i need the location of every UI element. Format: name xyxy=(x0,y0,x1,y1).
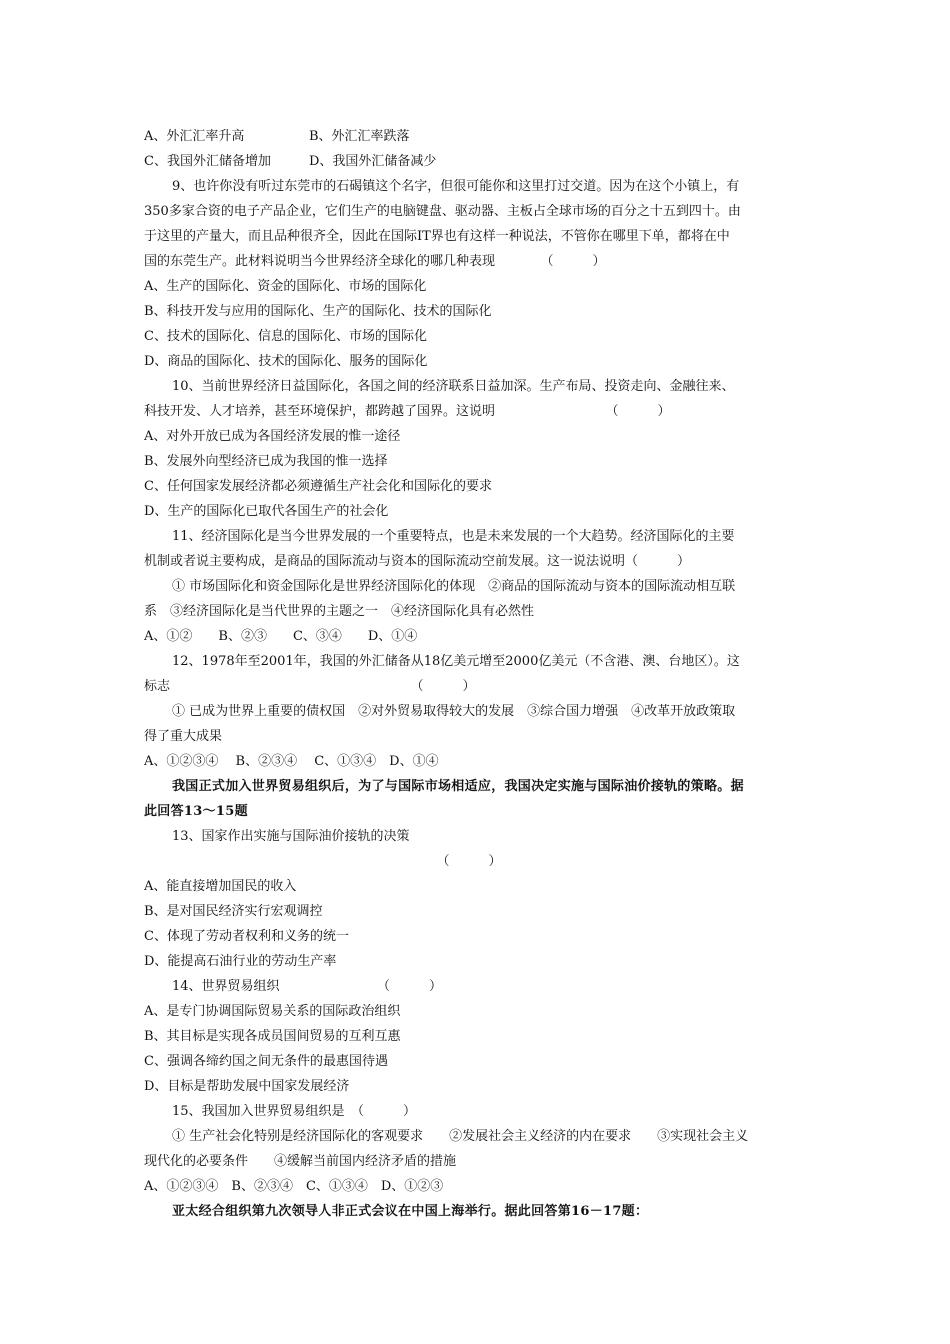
question-12-statements-cont: 得了重大成果 xyxy=(144,729,223,744)
question-13-option-a: A、能直接增加国民的收入 xyxy=(144,879,297,894)
question-12-options: A、①②③④ B、②③④ C、①③④ D、①④ xyxy=(144,754,439,769)
question-15-statements: ① 生产社会化特别是经济国际化的客观要求 ②发展社会主义经济的内在要求 ③实现社会主义 xyxy=(172,1129,749,1144)
material-13-15: 我国正式加入世界贸易组织后，为了与国际市场相适应，我国决定实施与国际油价接轨的策略。据 xyxy=(172,779,744,794)
question-11-statements: ① 市场国际化和资金国际化是世界经济国际化的体现 ②商品的国际流动与资本的国际流动相互联 xyxy=(172,579,736,594)
question-13-stem: 13、国家作出实施与国际油价接轨的决策 xyxy=(172,829,410,844)
question-10-option-a: A、对外开放已成为各国经济发展的惟一途径 xyxy=(144,429,401,444)
question-11-options: A、①② B、②③ C、③④ D、①④ xyxy=(144,629,418,644)
question-10-option-b: B、发展外向型经济已成为我国的惟一选择 xyxy=(144,454,388,469)
option-b: B、外汇汇率跌落 xyxy=(309,129,410,144)
question-9-stem: 9、也许你没有听过东莞市的石碣镇这个名字，但很可能你和这里打过交道。因为在这个小镇上，有 xyxy=(172,179,740,194)
question-14-option-a: A、是专门协调国际贸易关系的国际政治组织 xyxy=(144,1004,401,1019)
question-10-option-c: C、任何国家发展经济都必须遵循生产社会化和国际化的要求 xyxy=(144,479,492,494)
option-a: A、外汇汇率升高 xyxy=(144,129,245,144)
q8-options-cd xyxy=(144,149,806,174)
question-14-option-d: D、目标是帮助发展中国家发展经济 xyxy=(144,1079,350,1094)
question-15-stem: 15、我国加入世界贸易组织是 （ ） xyxy=(172,1104,417,1119)
question-9-option-c: C、技术的国际化、信息的国际化、市场的国际化 xyxy=(144,329,427,344)
question-11-statements-cont: 系 ③经济国际化是当代世界的主题之一 ④经济国际化具有必然性 xyxy=(144,604,535,619)
question-9-option-b: B、科技开发与应用的国际化、生产的国际化、技术的国际化 xyxy=(144,304,492,319)
question-10-option-d: D、生产的国际化已取代各国生产的社会化 xyxy=(144,504,389,519)
option-c: C、我国外汇储备增加 xyxy=(144,154,271,169)
question-12-stem: 12、1978年至2001年，我国的外汇储备从18亿美元增至2000亿美元（不含港、澳、台地区）。这 xyxy=(172,654,740,669)
question-12-statements: ① 已成为世界上重要的债权国 ②对外贸易取得较大的发展 ③综合国力增强 ④改革开放政策取 xyxy=(172,704,736,719)
question-13-option-c: C、体现了劳动者权利和义务的统一 xyxy=(144,929,349,944)
question-13-option-b: B、是对国民经济实行宏观调控 xyxy=(144,904,323,919)
q8-options-ab xyxy=(144,124,806,149)
question-14-option-b: B、其目标是实现各成员国间贸易的互利互惠 xyxy=(144,1029,401,1044)
question-13-answer-bracket: （ ） xyxy=(144,854,502,869)
material-13-15-cont: 此回答13～15题 xyxy=(144,804,248,819)
question-11-stem-cont: 机制或者说主要构成，是商品的国际流动与资本的国际流动空前发展。这一说法说明（ ） xyxy=(144,554,691,569)
question-9-stem-cont: 国的东莞生产。此材料说明当今世界经济全球化的哪几种表现 （ ） xyxy=(144,254,606,269)
question-9-option-d: D、商品的国际化、技术的国际化、服务的国际化 xyxy=(144,354,428,369)
question-14-stem: 14、世界贸易组织 （ ） xyxy=(172,979,443,994)
question-9-stem-cont: 于这里的产量大，而且品种很齐全，因此在国际IT界也有这样一种说法，不管你在哪里下单，都将在中 xyxy=(144,229,730,244)
question-10-stem: 10、当前世界经济日益国际化，各国之间的经济联系日益加深。生产布局、投资走向、金融往来、 xyxy=(172,379,735,394)
question-10-stem-cont: 科技开发、人才培养，甚至环境保护，都跨越了国界。这说明 （ ） xyxy=(144,404,671,419)
option-d: D、我国外汇储备减少 xyxy=(309,154,437,169)
question-9-option-a: A、生产的国际化、资金的国际化、市场的国际化 xyxy=(144,279,427,294)
material-16-17: 亚太经合组织第九次领导人非正式会议在中国上海举行。据此回答第16－17题： xyxy=(172,1204,649,1219)
question-11-stem: 11、经济国际化是当今世界发展的一个重要特点，也是未来发展的一个大趋势。经济国际化的主要 xyxy=(172,529,735,544)
question-13-option-d: D、能提高石油行业的劳动生产率 xyxy=(144,954,337,969)
document-page xyxy=(144,124,806,1224)
question-15-statements-cont: 现代化的必要条件 ④缓解当前国内经济矛盾的措施 xyxy=(144,1154,457,1169)
question-14-option-c: C、强调各缔约国之间无条件的最惠国待遇 xyxy=(144,1054,388,1069)
question-9-stem-cont: 350多家合资的电子产品企业，它们生产的电脑键盘、驱动器、主板占全球市场的百分之十五到四十。由 xyxy=(144,204,741,219)
question-12-stem-cont: 标志 （ ） xyxy=(144,679,476,694)
question-15-options: A、①②③④ B、②③④ C、①③④ D、①②③ xyxy=(144,1179,444,1194)
